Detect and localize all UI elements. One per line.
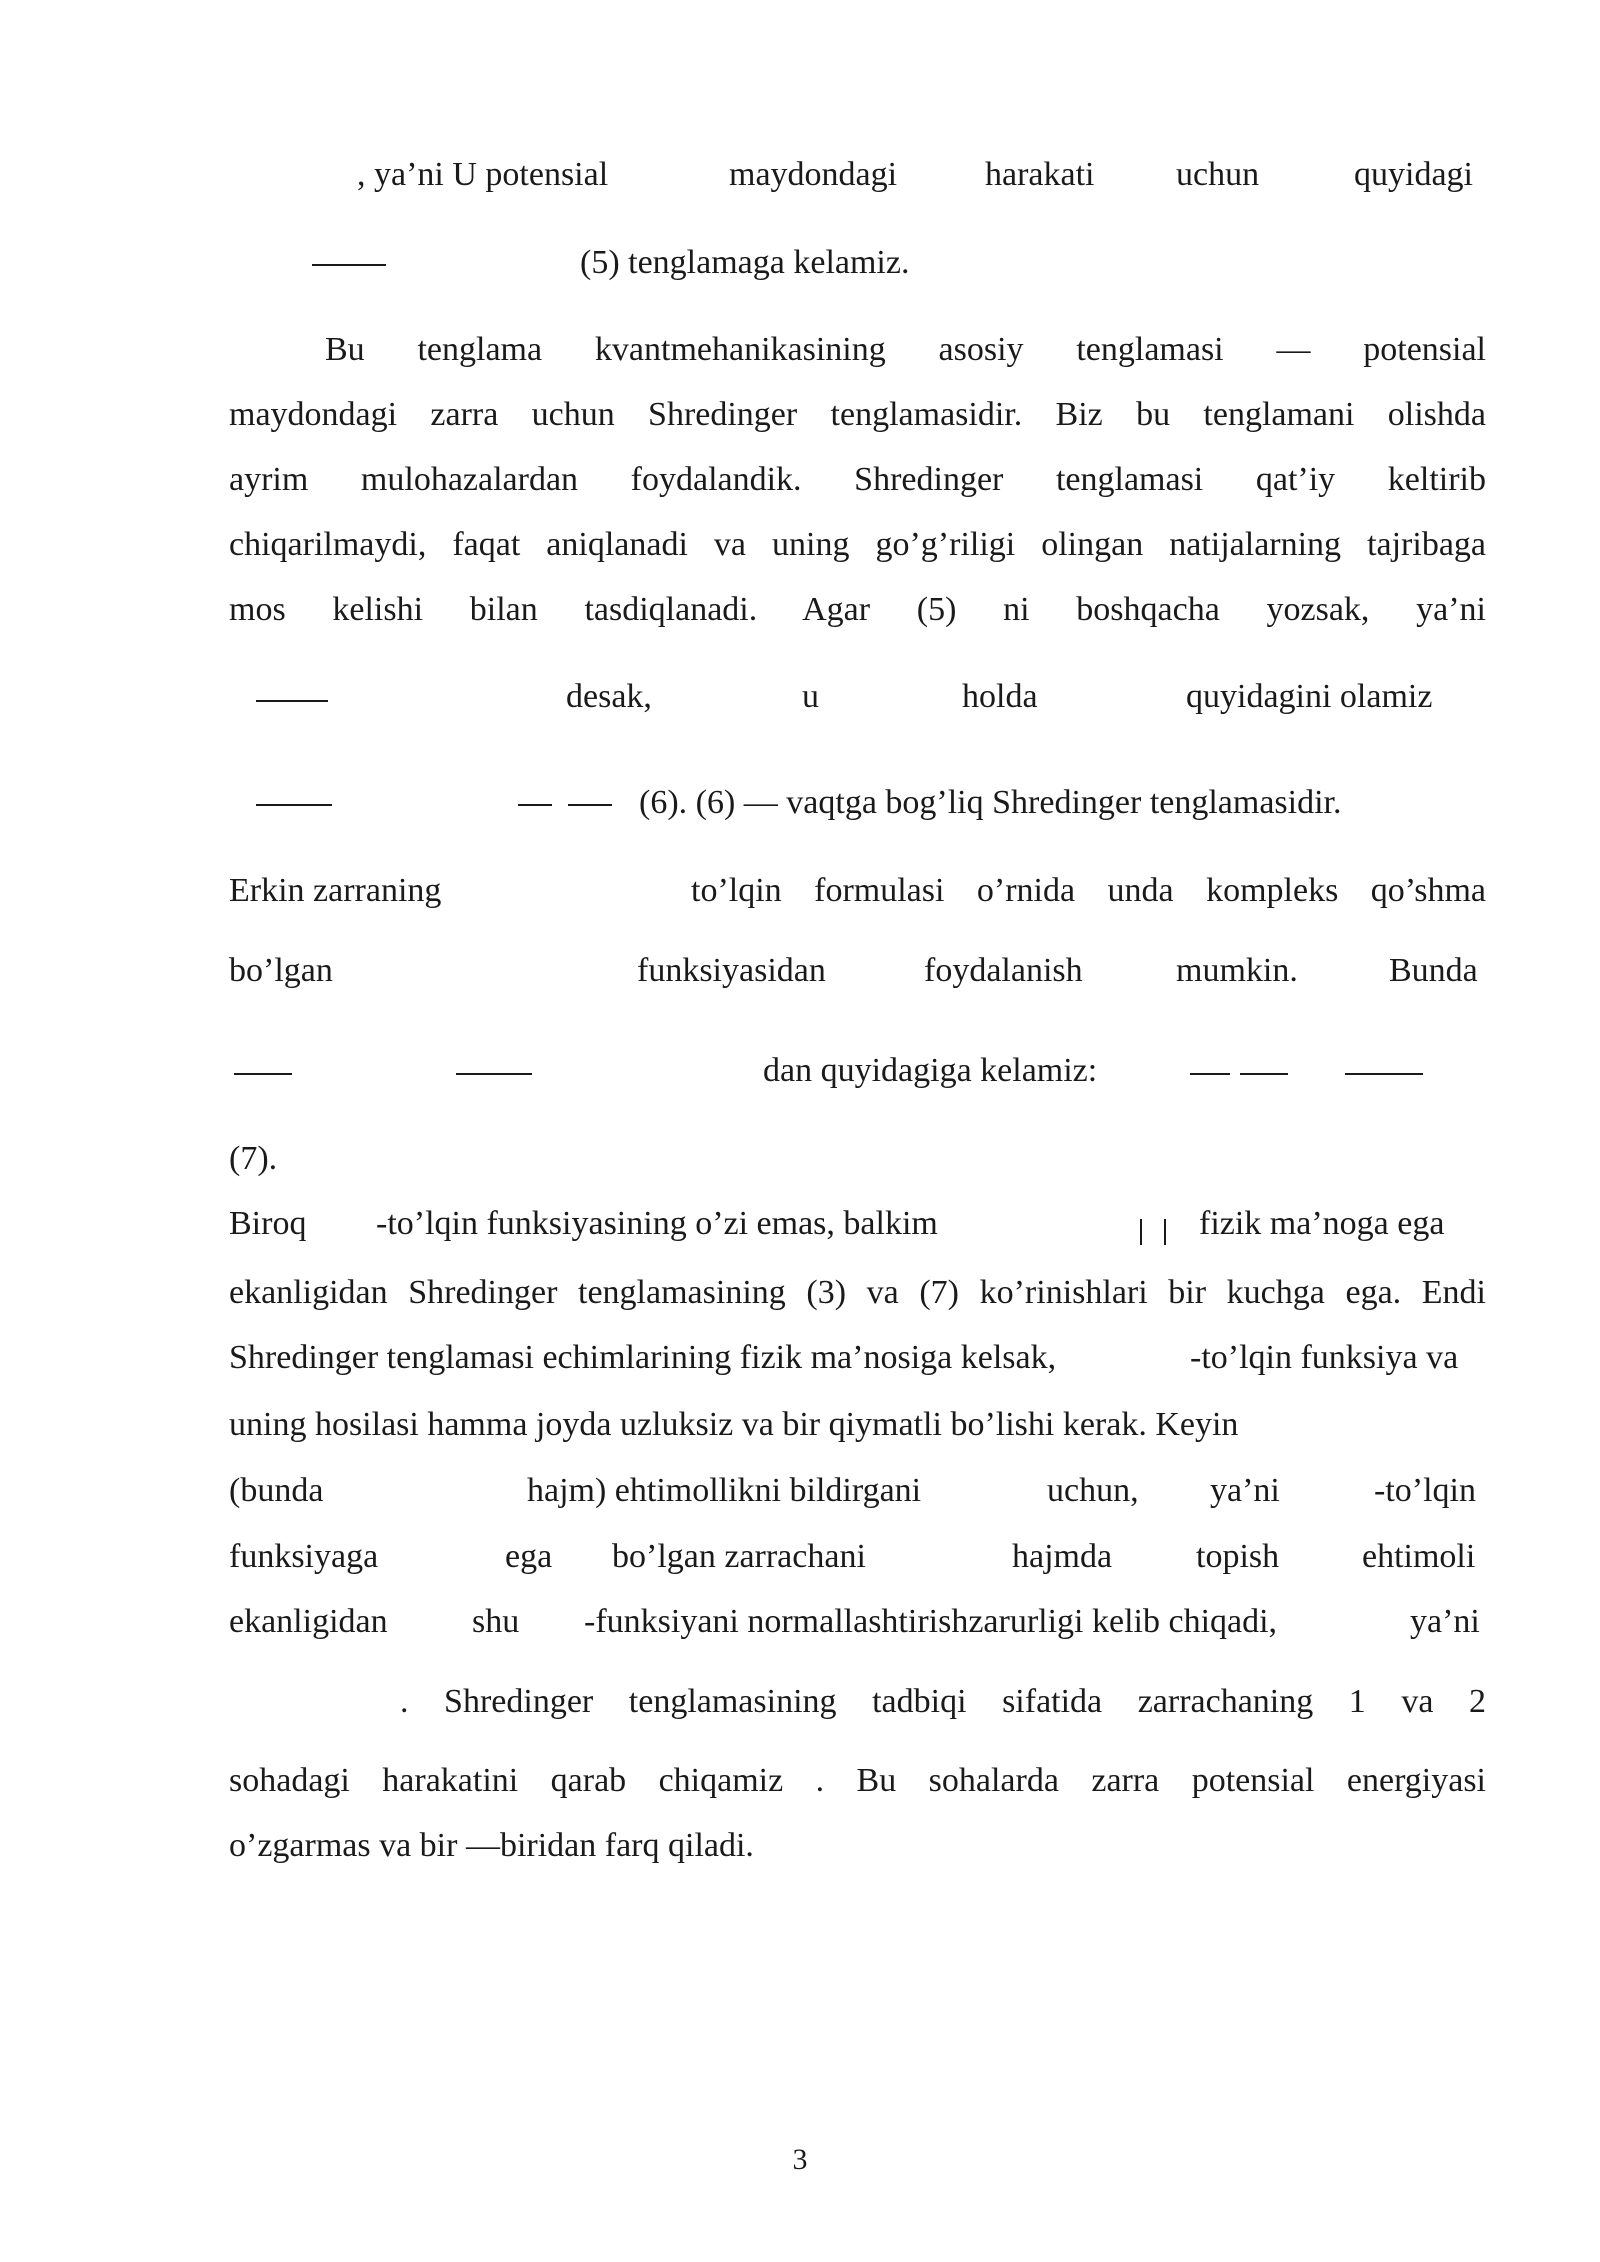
fraction-bar [518,804,552,806]
line1-word: quyidagi [1354,156,1473,193]
erkin-right: to’lqin formulasi o’rnida unda kompleks qo’shma [691,872,1486,909]
fraction-bar [456,1073,532,1075]
equation-5-text: (5) tenglamaga kelamiz. [580,244,910,281]
fraction-bar [1190,1073,1230,1075]
funks-word: bo’lgan zarrachani [612,1538,866,1575]
funks-word: topish [1196,1538,1280,1575]
body-line: o’zgarmas va bir —biridan farq qiladi. [229,1827,754,1864]
bolgan-word: bo’lgan [229,952,333,989]
bunda-word: hajm) ehtimollikni bildirgani [527,1472,922,1509]
fraction-bar [568,804,612,806]
shred-right: -to’lqin funksiya va [1190,1339,1459,1376]
fraction-bar [234,1073,292,1075]
equation-6-text: (6). (6) — vaqtga bog’liq Shredinger tenglamasidir. [639,784,1342,821]
tadbiq-line: . Shredinger tenglamasining tadbiqi sifatida zarrachaning 1 va 2 [400,1683,1486,1720]
line1-word: maydondagi [729,156,898,193]
fraction-bar [312,264,386,266]
body-line: uning hosilasi hamma joyda uzluksiz va bir qiymatli bo’lishi kerak. Keyin [229,1406,1239,1443]
biroq-word: Biroq [229,1205,307,1242]
line1-lead: , ya’ni U potensial [357,156,609,193]
ekan2-word: ekanligidan [229,1603,388,1640]
shred-left: Shredinger tenglamasi echimlarining fizik ma’nosiga kelsak, [229,1339,1057,1376]
para1-line: mos kelishi bilan tasdiqlanadi. Agar (5) ni boshqacha yozsak, ya’ni [229,591,1486,628]
bunda-word: ya’ni [1210,1472,1280,1509]
bunda-word: (bunda [229,1472,324,1509]
desak-word: quyidagini olamiz [1186,678,1433,715]
fraction-bar [256,700,328,702]
funks-word: funksiyaga [229,1538,379,1575]
body-line: sohadagi harakatini qarab chiqamiz . Bu sohalarda zarra potensial energiyasi [229,1762,1486,1799]
bunda-word: -to’lqin [1374,1472,1476,1509]
para1-line: chiqarilmaydi, faqat aniqlanadi va uning go’g’riligi olingan natijalarning tajribaga [229,526,1486,563]
bolgan-word: Bunda [1389,952,1478,989]
fraction-bar [1345,1073,1423,1075]
biroq-word: fizik ma’noga ega [1199,1205,1445,1242]
ekan2-word: ya’ni [1410,1603,1480,1640]
para1-line: Bu tenglama kvantmehanikasining asosiy tenglamasi — potensial [325,331,1486,368]
ekan2-word: -funksiyani normallashtirishzarurligi kelib chiqadi, [584,1603,1278,1640]
equation-7-number: (7). [229,1140,278,1177]
ekan2-word: shu [472,1603,520,1640]
funks-word: ega [505,1538,553,1575]
fraction-bar [1240,1073,1288,1075]
dan-text: dan quyidagiga kelamiz: [763,1052,1098,1089]
bolgan-word: mumkin. [1176,952,1298,989]
biroq-word: -to’lqin funksiyasining o’zi emas, balkim [376,1205,938,1242]
fraction-bar [256,804,332,806]
abs-bar-left [1140,1219,1142,1245]
para1-line: maydondagi zarra uchun Shredinger tenglamasidir. Biz bu tenglamani olishda [229,396,1486,433]
desak-word: desak, [566,678,652,715]
bunda-word: uchun, [1047,1472,1139,1509]
erkin-left: Erkin zarraning [229,872,442,909]
funks-word: hajmda [1012,1538,1113,1575]
desak-word: u [802,678,819,715]
para1-line: ayrim mulohazalardan foydalandik. Shredinger tenglamasi qat’iy keltirib [229,461,1486,498]
funks-word: ehtimoli [1362,1538,1476,1575]
desak-word: holda [962,678,1038,715]
page-number: 3 [792,2143,808,2176]
abs-bar-right [1164,1219,1166,1245]
bolgan-word: funksiyasidan [637,952,826,989]
bolgan-word: foydalanish [924,952,1083,989]
line1-word: uchun [1176,156,1260,193]
line1-word: harakati [985,156,1095,193]
body-line: ekanligidan Shredinger tenglamasining (3) va (7) ko’rinishlari bir kuchga ega. Endi [229,1274,1486,1311]
